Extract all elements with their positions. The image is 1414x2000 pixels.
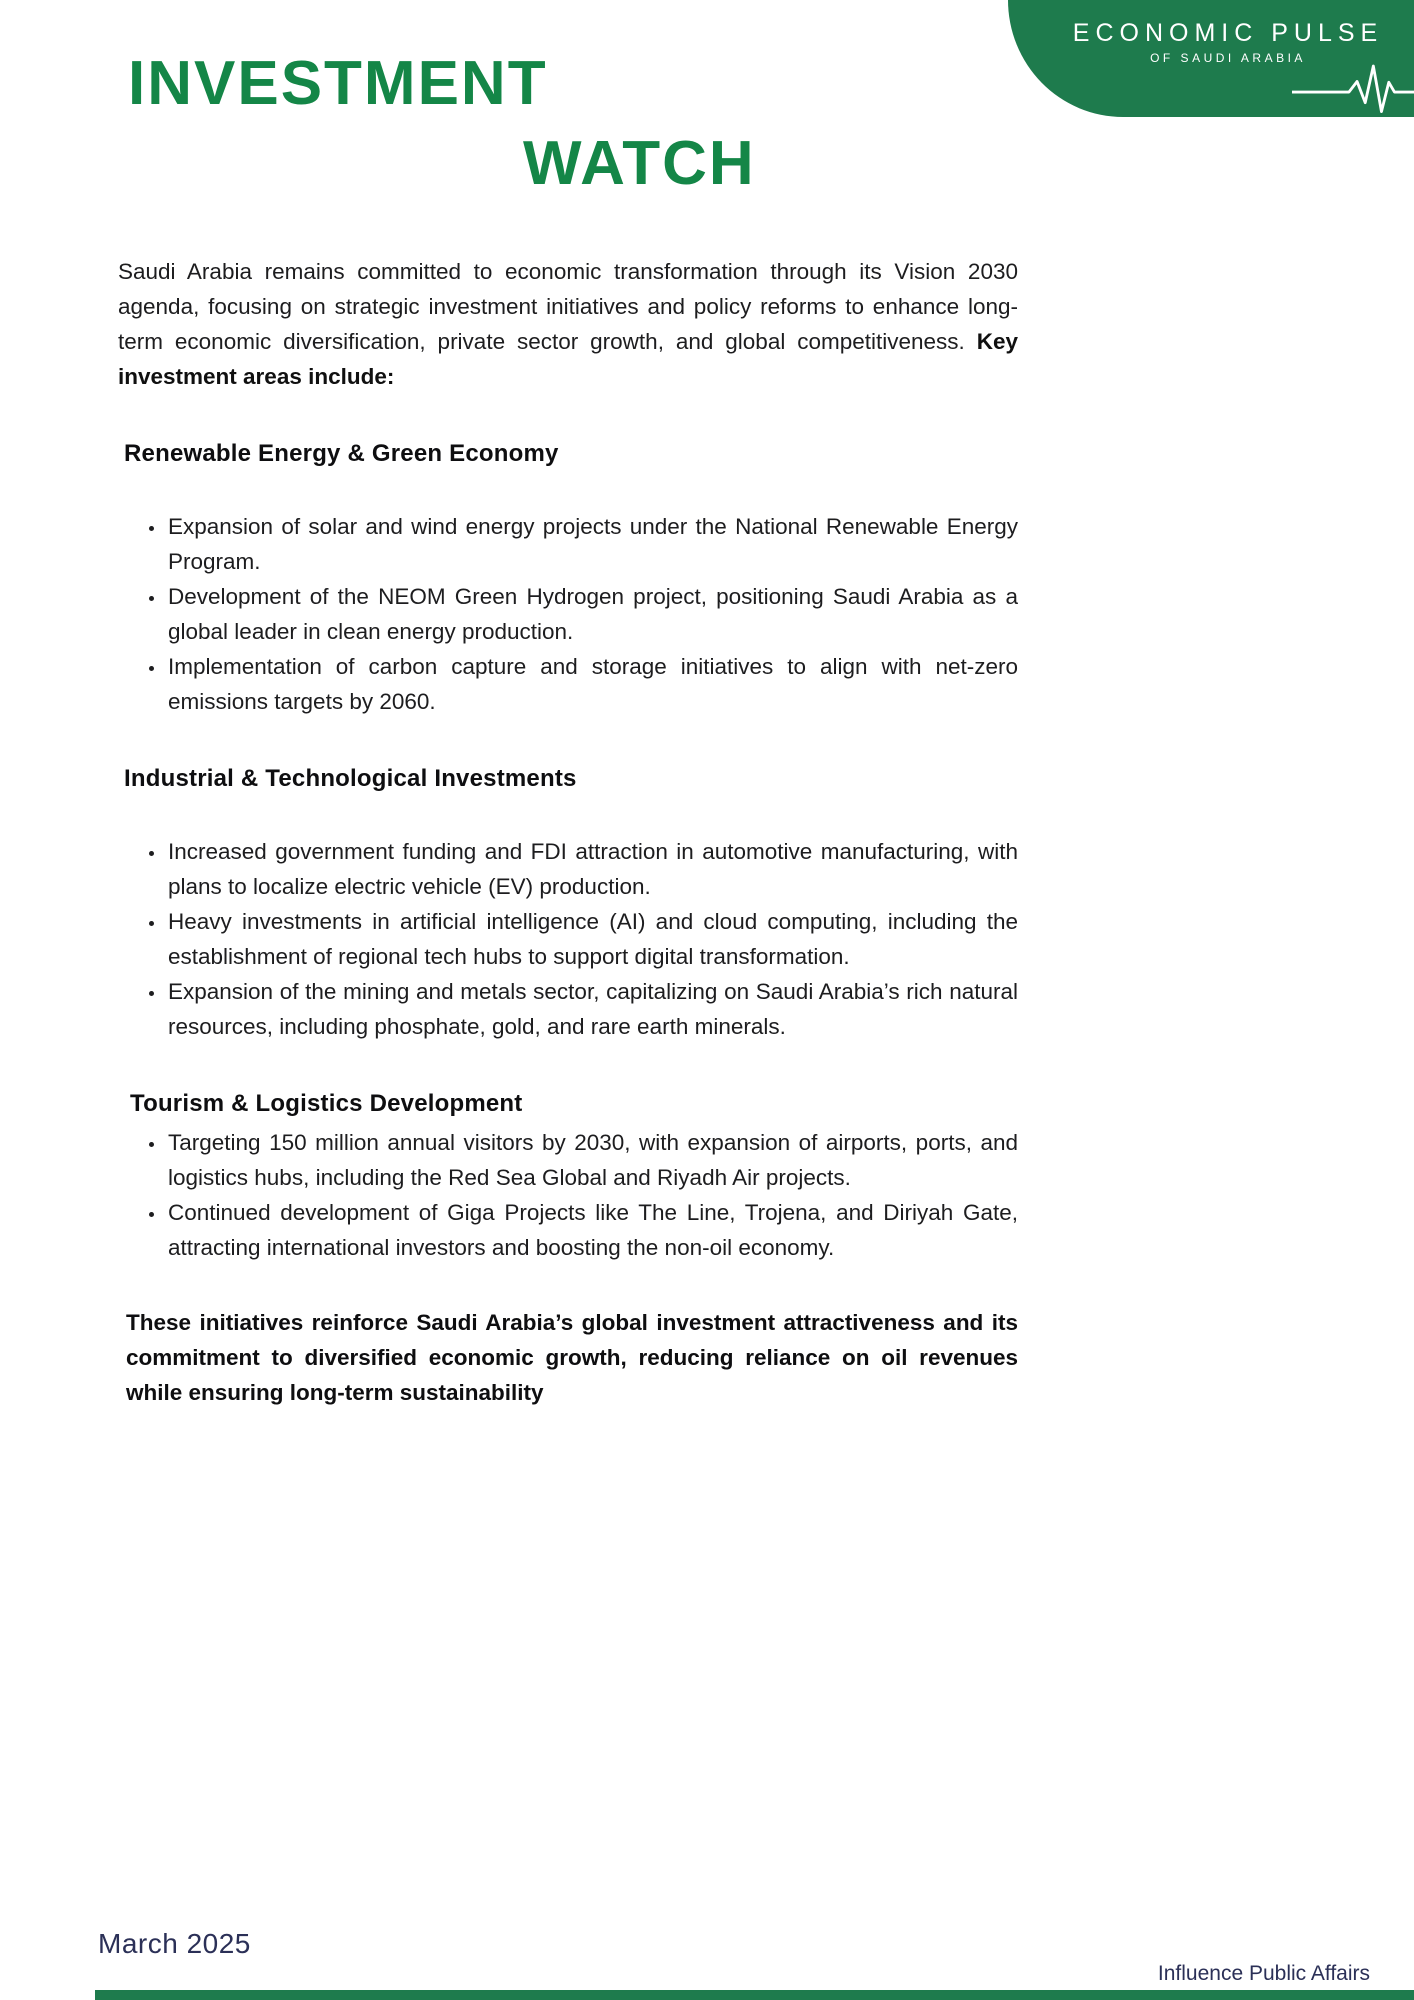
footer-organization: Influence Public Affairs (1157, 1962, 1370, 1985)
list-item: • Increased government funding and FDI attraction in automotive manufacturing, with plans to localize electric vehicle (EV) production. (166, 834, 1018, 904)
section-tourism-logistics (118, 1086, 1018, 1265)
bottom-accent-bar (95, 1990, 1414, 2000)
page-title (128, 44, 756, 204)
intro-paragraph (118, 254, 1018, 394)
list-item: • Development of the NEOM Green Hydrogen project, positioning Saudi Arabia as a global leader in clean energy production. (166, 579, 1018, 649)
badge-subtitle: OF SAUDI ARABIA (1150, 51, 1306, 65)
bullet-list (118, 509, 1018, 719)
section-renewable-energy (118, 436, 1018, 719)
list-item: • Expansion of the mining and metals sector, capitalizing on Saudi Arabia’s rich natural resources, including phosphate, gold, and rare earth minerals. (166, 974, 1018, 1044)
bullet-list (118, 1125, 1018, 1265)
list-item: • Heavy investments in artificial intelligence (AI) and cloud computing, including the establishment of regional tech hubs to support digital transformation. (166, 904, 1018, 974)
heartbeat-pulse-icon (1292, 59, 1414, 117)
section-industrial-tech (118, 761, 1018, 1044)
economic-pulse-badge (1008, 0, 1414, 117)
section-heading: Tourism & Logistics Development (130, 1090, 523, 1117)
body-content (118, 254, 1018, 1410)
footer-date: March 2025 (98, 1928, 251, 1959)
closing-paragraph: These initiatives reinforce Saudi Arabia’s global investment attractiveness and its commitment to diversified economic growth, reducing reliance on oil revenues while ensuring long-term sustainability (126, 1310, 1018, 1405)
intro-bold-lead-in: Key investment areas include: (118, 329, 1018, 389)
badge-title: ECONOMIC PULSE (1072, 19, 1384, 47)
bullet-list (118, 834, 1018, 1044)
list-item: • Implementation of carbon capture and storage initiatives to align with net-zero emissions targets by 2060. (166, 649, 1018, 719)
list-item: • Targeting 150 million annual visitors by 2030, with expansion of airports, ports, and logistics hubs, including the Red Sea Global and Riyadh Air projects. (166, 1125, 1018, 1195)
intro-text: Saudi Arabia remains committed to economic transformation through its Vision 2030 agenda, focusing on strategic investment initiatives and policy reforms to enhance long-term economic diversification, private sector growth, and global competitiveness. (118, 259, 1018, 354)
section-heading: Renewable Energy & Green Economy (124, 440, 559, 467)
list-item: • Continued development of Giga Projects like The Line, Trojena, and Diriyah Gate, attracting international investors and boosting the non-oil economy. (166, 1195, 1018, 1265)
section-heading: Industrial & Technological Investments (124, 765, 577, 792)
list-item: • Expansion of solar and wind energy projects under the National Renewable Energy Program. (166, 509, 1018, 579)
page-title-line1: INVESTMENT (128, 49, 548, 118)
page-title-line2: WATCH (523, 129, 756, 198)
